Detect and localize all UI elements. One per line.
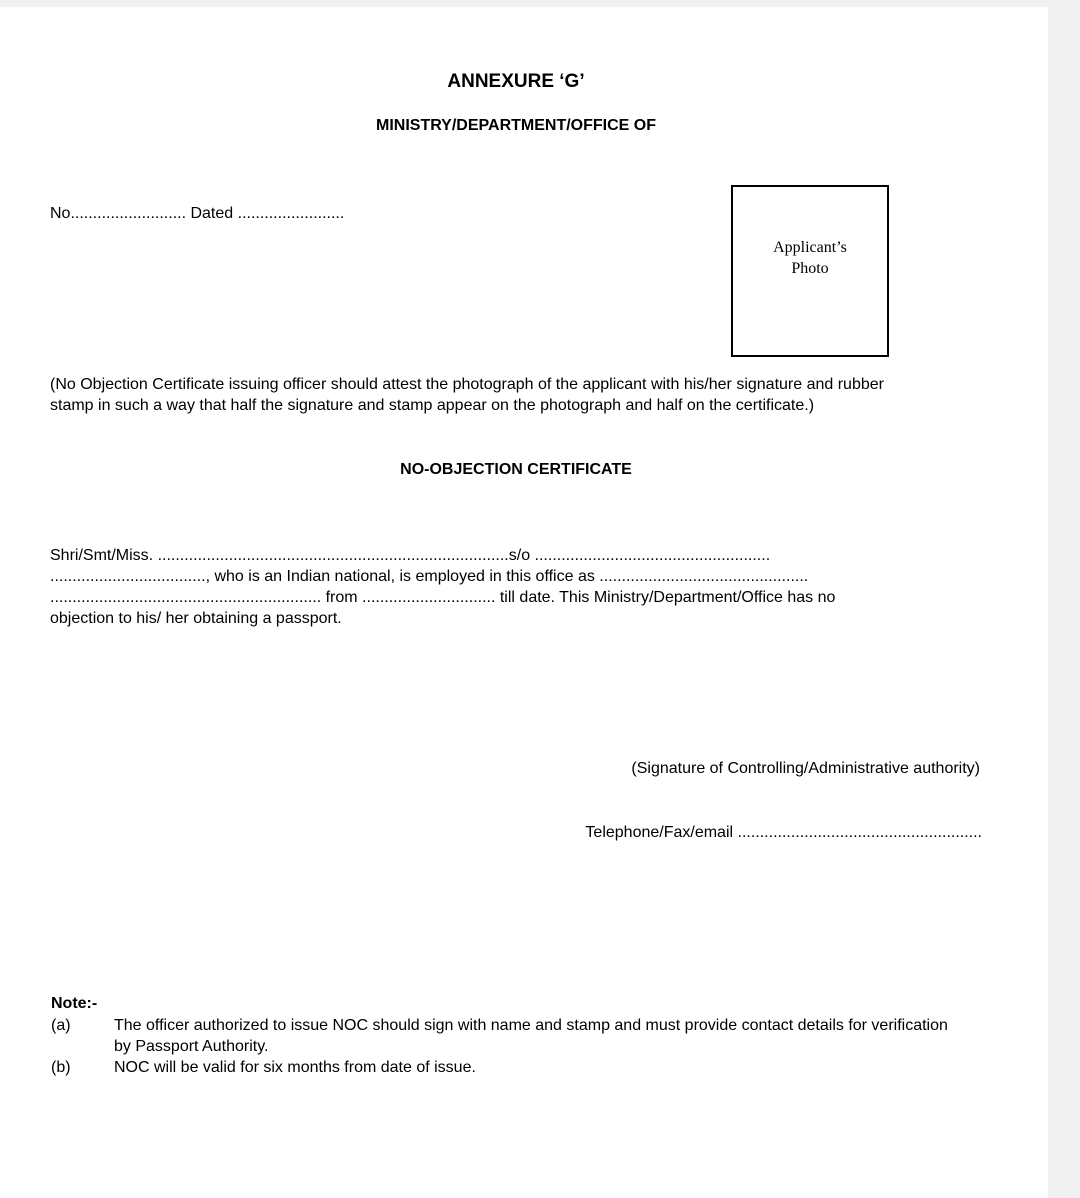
- note-text: NOC will be valid for six months from date of issue.: [114, 1059, 476, 1076]
- annexure-title: ANNEXURE ‘G’: [447, 71, 585, 92]
- attestation-instruction-line2: stamp in such a way that half the signature and stamp appear on the photograph and half on the certificate.): [50, 397, 815, 414]
- note-letter: (a): [51, 1017, 71, 1034]
- note-heading: Note:-: [51, 995, 98, 1012]
- applicant-photo-box: [731, 185, 889, 357]
- certificate-title: NO-OBJECTION CERTIFICATE: [400, 461, 632, 478]
- certificate-body-line3: ............................................................. from .............................. till date. This Ministry/Department/Office has no: [50, 589, 836, 606]
- certificate-body-line1: Shri/Smt/Miss. ...............................................................................s/o .....................................................: [50, 547, 771, 564]
- note-letter: (b): [51, 1059, 71, 1076]
- document-page: [0, 7, 1048, 1198]
- attestation-instruction-line1: (No Objection Certificate issuing officer should attest the photograph of the applicant with his/her signature and rubber: [50, 376, 884, 393]
- reference-dated-line: No.......................... Dated ........................: [50, 205, 345, 222]
- photo-caption-line2: Photo: [791, 260, 829, 277]
- certificate-body-line4: objection to his/ her obtaining a passport.: [50, 610, 342, 627]
- certificate-body-line2: ..................................., who is an Indian national, is employed in this office as ...............................................: [50, 568, 809, 585]
- photo-caption-line1: Applicant’s: [773, 239, 847, 256]
- signature-caption: (Signature of Controlling/Administrative authority): [631, 760, 980, 777]
- note-text: The officer authorized to issue NOC should sign with name and stamp and must provide contact details for verification by Passport Authority.: [114, 1017, 948, 1055]
- ministry-heading: MINISTRY/DEPARTMENT/OFFICE OF: [376, 117, 656, 134]
- contact-line: Telephone/Fax/email .......................................................: [585, 824, 982, 841]
